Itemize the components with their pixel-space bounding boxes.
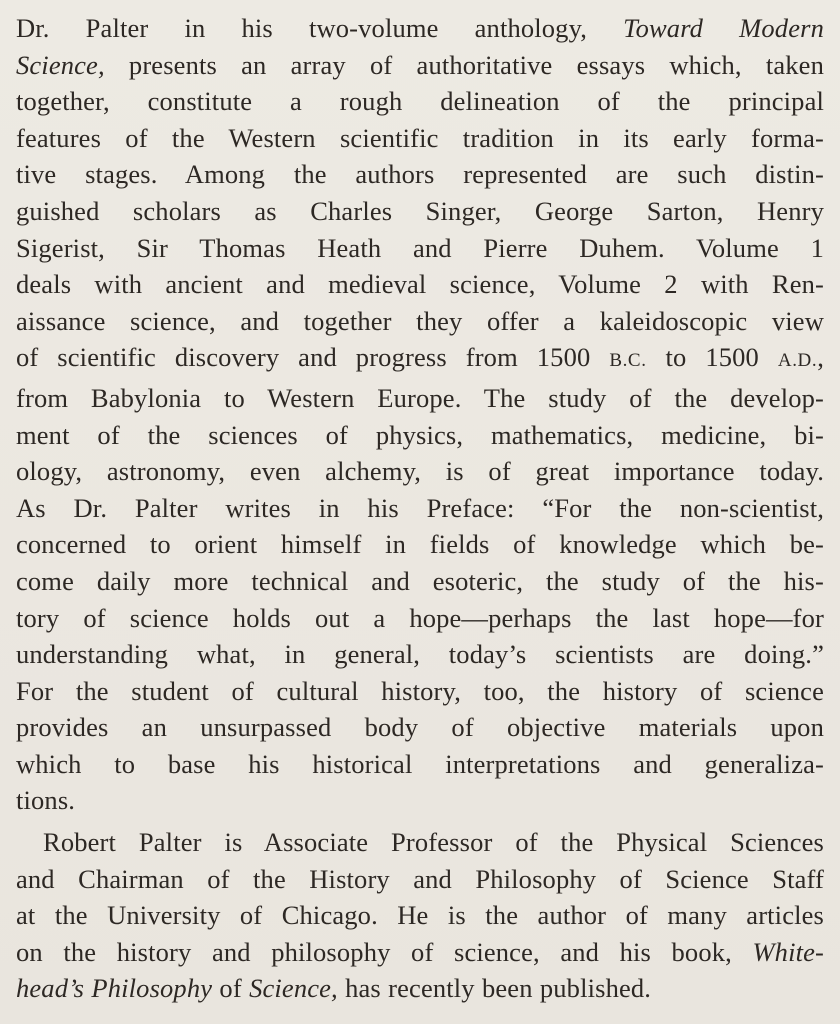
text-line — [16, 193, 824, 230]
text-segment: to 1500 — [646, 342, 778, 373]
text-line — [16, 230, 824, 267]
text-segment: ment of the sciences of physics, mathematics, medicine, bi- — [16, 419, 824, 450]
body-text — [16, 10, 824, 1007]
text-segment: concerned to orient himself in fields of knowledge which be- — [16, 529, 824, 560]
text-line — [16, 897, 824, 934]
text-segment: Robert Palter is Associate Professor of the Physical Sciences — [43, 827, 824, 858]
italic-title-text: head’s Philosophy — [16, 973, 213, 1004]
text-line — [16, 782, 824, 819]
text-line — [16, 824, 824, 861]
text-line — [16, 380, 824, 417]
text-segment: provides an unsurpassed body of objective materials upon — [16, 712, 824, 743]
text-segment: which to base his historical interpretations and generaliza- — [16, 748, 824, 779]
text-segment: As Dr. Palter writes in his Preface: “For the non-scientist, — [16, 492, 824, 523]
text-segment: tions. — [16, 785, 76, 816]
text-line — [16, 490, 824, 527]
text-segment: presents an array of authoritative essays which, taken — [104, 49, 824, 80]
text-segment: tive stages. Among the authors represented are such distin- — [16, 159, 824, 190]
small-caps-era-text: B.C. — [609, 350, 647, 372]
text-line — [16, 120, 824, 157]
text-line — [16, 83, 824, 120]
text-segment: of — [212, 973, 250, 1004]
text-line — [16, 156, 824, 193]
italic-title-text: White- — [752, 936, 824, 967]
text-segment: on the history and philosophy of science, and his book, — [16, 936, 753, 967]
text-segment: deals with ancient and medieval science, Volume 2 with Ren- — [16, 269, 824, 300]
text-line — [16, 303, 824, 340]
italic-title-text: Science, — [249, 973, 338, 1004]
text-line — [16, 563, 824, 600]
text-segment: of scientific discovery and progress from 1500 — [16, 342, 610, 373]
text-line — [16, 636, 824, 673]
text-segment: features of the Western scientific tradition in its early forma- — [16, 122, 824, 153]
text-segment: guished scholars as Charles Singer, George Sarton, Henry — [16, 195, 824, 226]
paragraph-author-bio — [16, 824, 824, 1007]
text-segment: together, constitute a rough delineation of the principal — [16, 86, 824, 117]
text-segment: and Chairman of the History and Philosophy of Science Staff — [16, 863, 824, 894]
text-line — [16, 709, 824, 746]
text-line — [16, 10, 824, 47]
text-segment: , — [817, 342, 824, 373]
text-line — [16, 934, 824, 971]
text-segment: come daily more technical and esoteric, the study of the his- — [16, 565, 824, 596]
text-line — [16, 453, 824, 490]
text-line — [16, 417, 824, 454]
text-segment: has recently been published. — [337, 973, 652, 1004]
text-segment: from Babylonia to Western Europe. The study of the develop- — [16, 382, 824, 413]
text-line — [16, 861, 824, 898]
text-segment: understanding what, in general, today’s scientists are doing.” — [16, 639, 824, 670]
text-segment: at the University of Chicago. He is the author of many articles — [16, 900, 824, 931]
text-line — [16, 47, 824, 84]
paragraph-book-description — [16, 10, 824, 819]
text-line — [16, 970, 824, 1007]
text-segment: Dr. Palter in his two-volume anthology, — [16, 13, 624, 43]
text-line — [16, 526, 824, 563]
italic-title-text: Toward Modern — [623, 13, 824, 43]
text-segment: ology, astronomy, even alchemy, is of great importance today. — [16, 456, 824, 487]
text-line — [16, 266, 824, 303]
text-segment: For the student of cultural history, too, the history of science — [16, 675, 824, 706]
text-line — [16, 673, 824, 710]
text-segment: tory of science holds out a hope—perhaps the last hope—for — [16, 602, 824, 633]
small-caps-era-text: A.D. — [777, 350, 818, 372]
text-segment: Sigerist, Sir Thomas Heath and Pierre Duhem. Volume 1 — [16, 232, 824, 263]
text-line — [16, 339, 824, 380]
text-segment: aissance science, and together they offer a kaleidoscopic view — [16, 305, 824, 336]
text-line — [16, 600, 824, 637]
text-line — [16, 746, 824, 783]
italic-title-text: Science, — [16, 49, 105, 80]
